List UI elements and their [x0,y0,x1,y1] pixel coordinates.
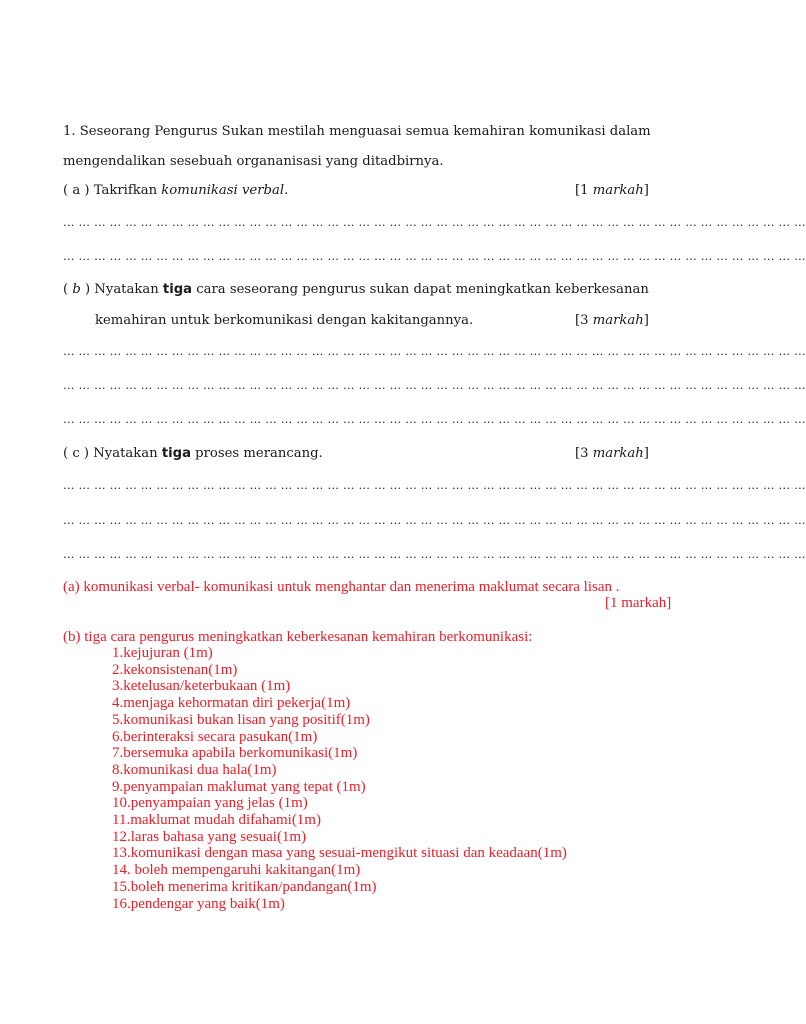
answer-line: … … … … … … … … … … … … … … … … … … … … … … … … … … … … … … … … … … … … … … … … … … … … … … … … [63,344,806,358]
question-b: ( b ) Nyatakan tiga cara seseorang pengurus sukan dapat meningkatkan keberkesanan [63,282,649,297]
list-item: 13.komunikasi dengan masa yang sesuai-mengikut situasi dan keadaan(1m) [112,845,567,862]
answer-line: … … … … … … … … … … … … … … … … … … … … … … … … … … … … … … … … … … … … … … … … … … … … … … … … [63,478,806,492]
question-a-term: komunikasi verbal [161,183,285,198]
list-item: 2.kekonsistenan(1m) [112,661,238,678]
question-c-marks: [3 markah] [575,446,649,461]
list-item: 6.berinteraksi secara pasukan(1m) [112,728,318,745]
list-item: 14. boleh mempengaruhi kakitangan(1m) [112,862,361,879]
question-a-prefix: ( a ) Takrifkan [63,183,162,198]
answer-a-marks: [1 markah] [605,595,672,611]
list-item: 3.ketelusan/keterbukaan (1m) [112,678,291,695]
answer-b-list [112,645,567,912]
question-c: ( c ) Nyatakan tiga proses merancang. [63,446,323,461]
answer-line: … … … … … … … … … … … … … … … … … … … … … … … … … … … … … … … … … … … … … … … … … … … … … … … … [63,547,806,561]
question-a-marks: [1 markah] [575,183,649,198]
question-b-marks: [3 markah] [575,313,649,328]
answer-a-text: (a) komunikasi verbal- komunikasi untuk menghantar dan menerima maklumat secara lisan . [63,579,620,595]
list-item: 11.maklumat mudah difahami(1m) [112,812,321,829]
answer-line: … … … … … … … … … … … … … … … … … … … … … … … … … … … … … … … … … … … … … … … … … … … … … … … … [63,412,806,426]
list-item: 16.pendengar yang baik(1m) [112,895,285,912]
question-c-bold: tiga [161,446,191,461]
list-item: 9.penyampaian maklumat yang tepat (1m) [112,778,366,795]
question-b-bold: tiga [162,282,193,297]
list-item: 5.komunikasi bukan lisan yang positif(1m) [112,711,370,728]
answer-line: … … … … … … … … … … … … … … … … … … … … … … … … … … … … … … … … … … … … … … … … … … … … … … … … [63,249,806,263]
list-item: 1.kejujuran (1m) [112,645,213,661]
list-item: 12.laras bahasa yang sesuai(1m) [112,828,307,845]
question-b-line2: kemahiran untuk berkomunikasi dengan kakitangannya. [95,313,474,328]
answer-b-intro: (b) tiga cara pengurus meningkatkan keberkesanan kemahiran berkomunikasi: [63,629,533,645]
list-item: 10.penyampaian yang jelas (1m) [112,795,308,812]
question-a [63,183,288,198]
question-a-suffix: . [284,183,289,198]
question-intro-line1: 1. Seseorang Pengurus Sukan mestilah menguasai semua kemahiran komunikasi dalam [63,124,651,139]
list-item: 4.menjaga kehormatan diri pekerja(1m) [112,695,351,712]
question-intro-line2: mengendalikan sesebuah organanisasi yang ditadbirnya. [63,154,444,169]
answer-line: … … … … … … … … … … … … … … … … … … … … … … … … … … … … … … … … … … … … … … … … … … … … … … … … [63,513,806,527]
list-item: 15.boleh menerima kritikan/pandangan(1m) [112,878,377,895]
list-item: 8.komunikasi dua hala(1m) [112,761,277,778]
answer-line: … … … … … … … … … … … … … … … … … … … … … … … … … … … … … … … … … … … … … … … … … … … … … … … … [63,215,806,229]
list-item: 7.bersemuka apabila berkomunikasi(1m) [112,745,358,762]
answer-line: … … … … … … … … … … … … … … … … … … … … … … … … … … … … … … … … … … … … … … … … … … … … … … … … [63,378,806,392]
